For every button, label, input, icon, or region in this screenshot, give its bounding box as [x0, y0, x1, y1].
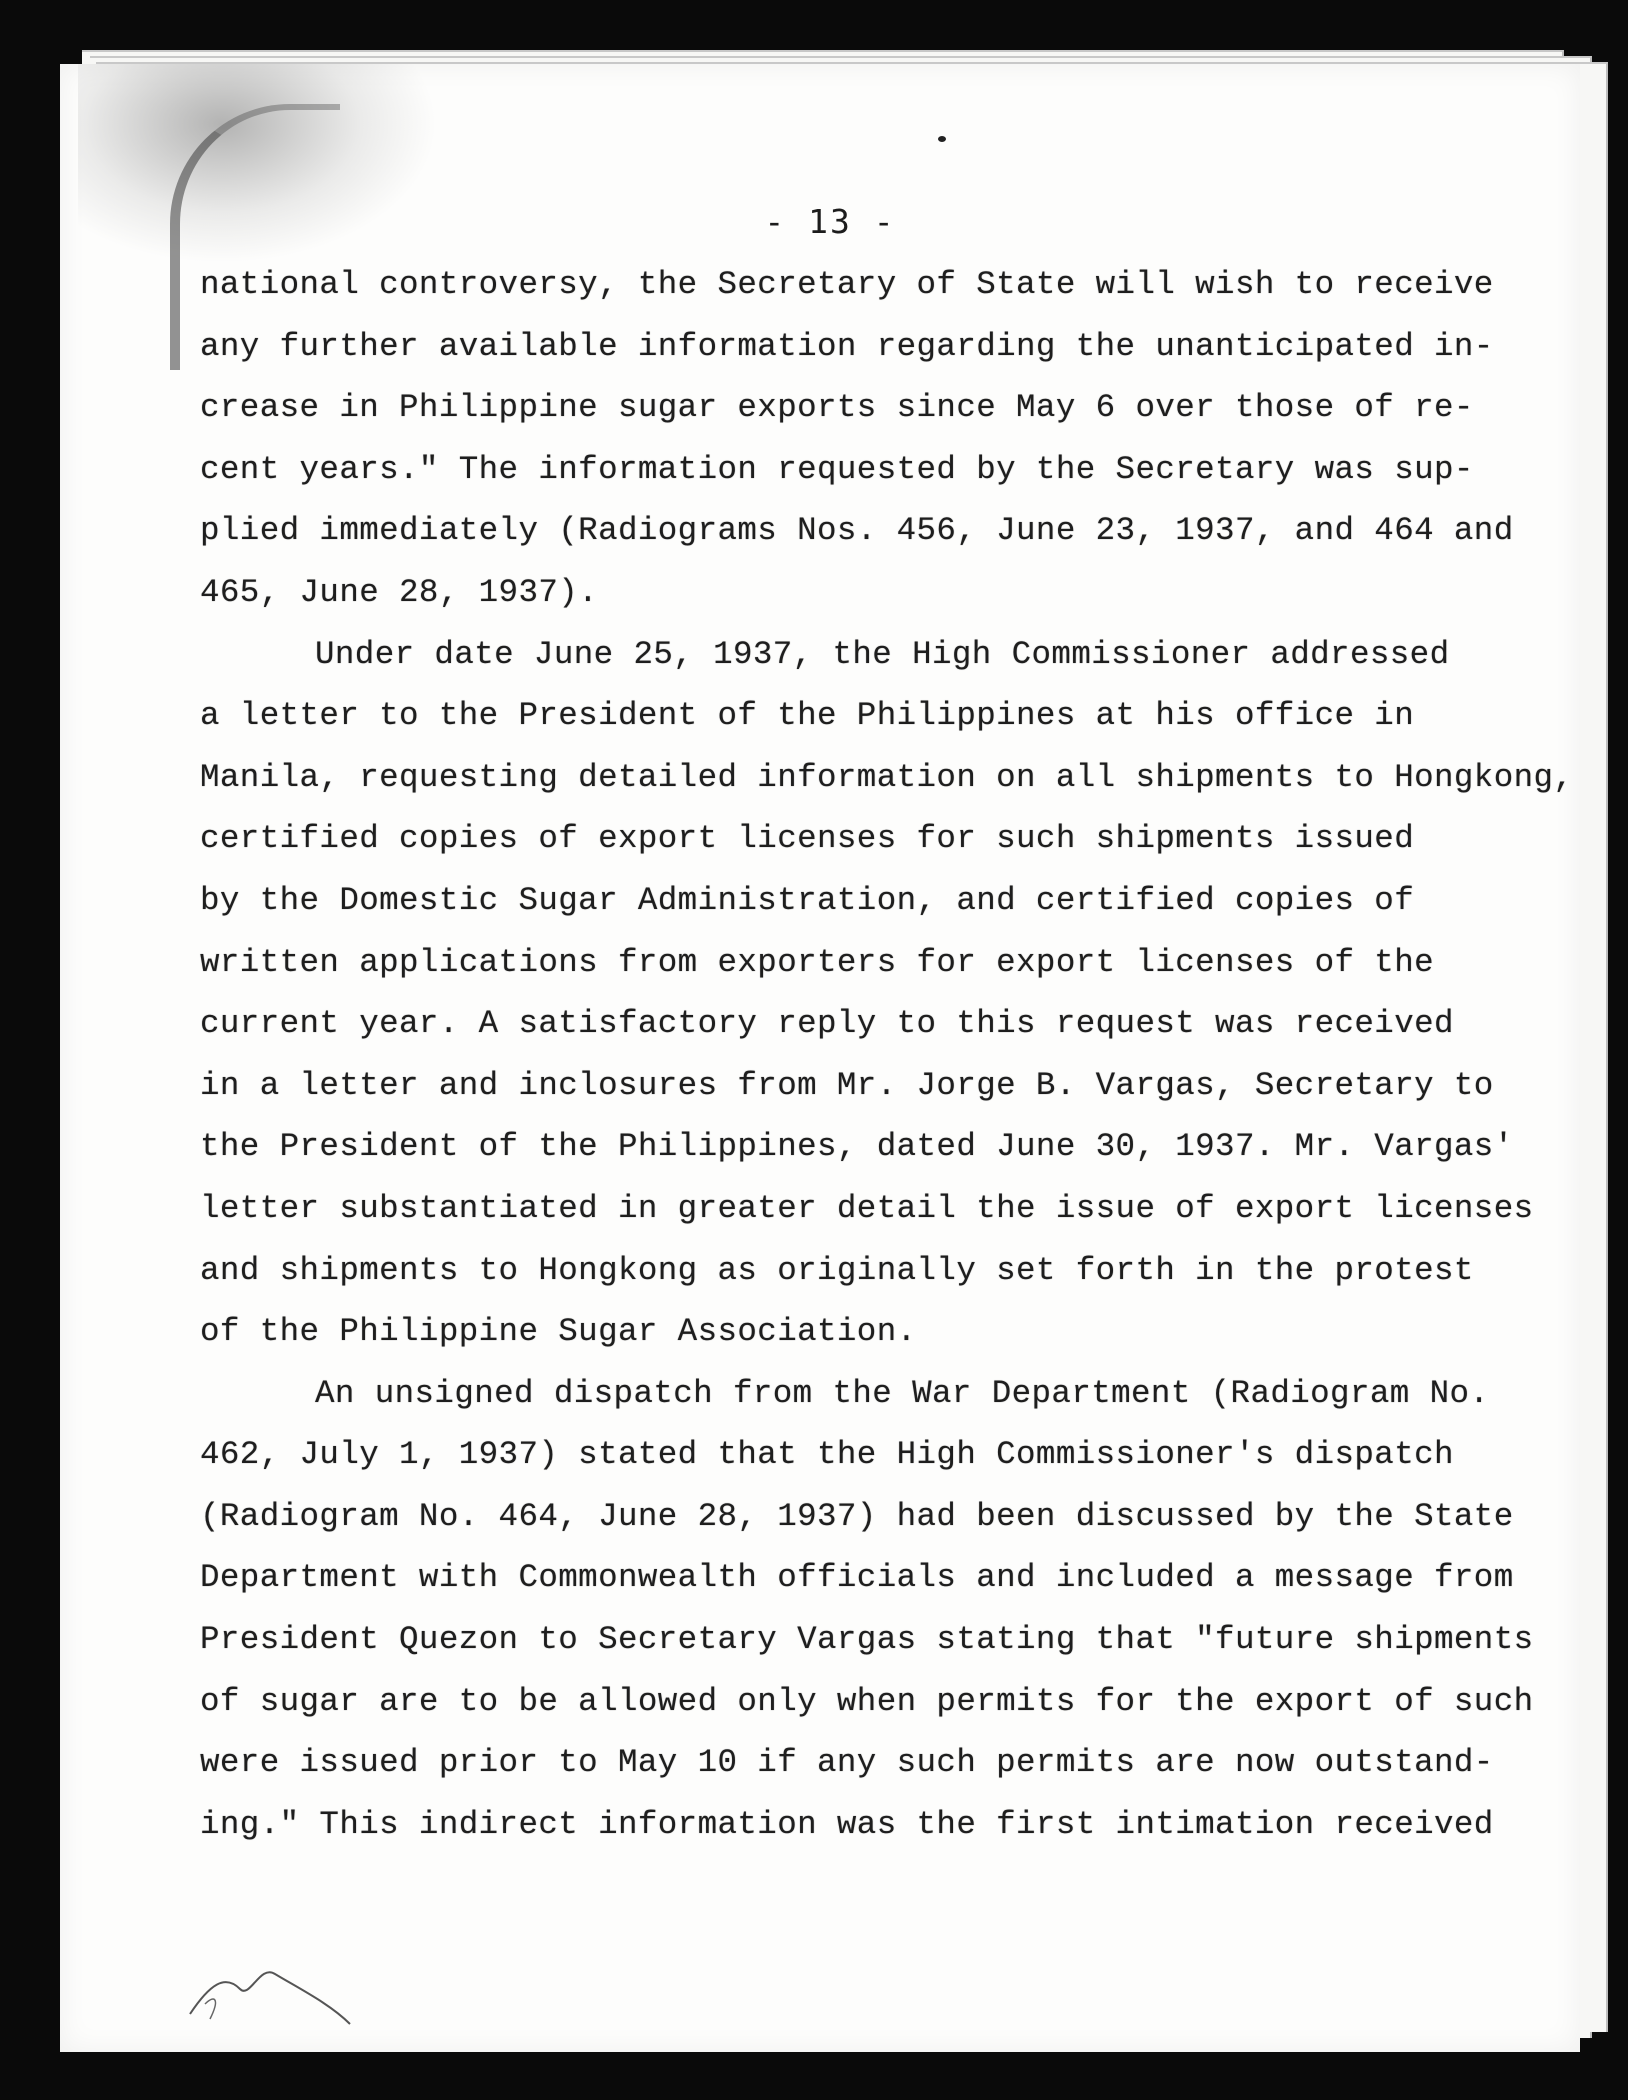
text-line: President Quezon to Secretary Vargas stating that "future shipments — [200, 1621, 1534, 1659]
text-line: any further available information regarding the unanticipated in- — [200, 327, 1494, 365]
text-line: letter substantiated in greater detail the issue of export licenses — [200, 1189, 1534, 1227]
text-line: An unsigned dispatch from the War Department (Radiogram No. — [315, 1374, 1490, 1412]
text-line: Manila, requesting detailed information on all shipments to Hongkong, — [200, 758, 1574, 796]
text-line: current year. A satisfactory reply to this request was received — [200, 1005, 1454, 1043]
text-line: (Radiogram No. 464, June 28, 1937) had been discussed by the State — [200, 1497, 1514, 1535]
text-line: written applications from exporters for export licenses of the — [200, 943, 1434, 981]
paragraph-3 — [200, 1363, 1534, 1856]
pencil-scribble — [180, 1944, 360, 2034]
text-line: Under date June 25, 1937, the High Commissioner addressed — [315, 635, 1450, 673]
text-line: of the Philippine Sugar Association. — [200, 1313, 917, 1351]
text-line: certified copies of export licenses for such shipments issued — [200, 820, 1415, 858]
paragraph-2 — [200, 624, 1574, 1363]
body-text — [200, 254, 1574, 1855]
text-line: 465, June 28, 1937). — [200, 573, 599, 611]
text-line: plied immediately (Radiograms Nos. 456, June 23, 1937, and 464 and — [200, 512, 1514, 550]
text-line: by the Domestic Sugar Administration, and certified copies of — [200, 881, 1415, 919]
text-line: national controversy, the Secretary of State will wish to receive — [200, 266, 1494, 303]
text-line: the President of the Philippines, dated June 30, 1937. Mr. Vargas' — [200, 1128, 1514, 1166]
text-line: in a letter and inclosures from Mr. Jorge B. Vargas, Secretary to — [200, 1066, 1494, 1104]
text-line: 462, July 1, 1937) stated that the High Commissioner's dispatch — [200, 1436, 1454, 1474]
text-line: ing." This indirect information was the first intimation received — [200, 1805, 1494, 1843]
paragraph-1 — [200, 254, 1530, 624]
page-number: - 13 - — [764, 202, 896, 241]
text-line: cent years." The information requested by the Secretary was sup- — [200, 450, 1474, 488]
text-line: were issued prior to May 10 if any such permits are now outstand- — [200, 1744, 1494, 1782]
ink-dot — [938, 136, 946, 142]
document-page — [60, 64, 1580, 2052]
text-line: and shipments to Hongkong as originally set forth in the protest — [200, 1251, 1474, 1289]
text-line: Department with Commonwealth officials and included a message from — [200, 1559, 1514, 1597]
text-line: a letter to the President of the Philippines at his office in — [200, 697, 1415, 735]
text-line: of sugar are to be allowed only when permits for the export of such — [200, 1682, 1534, 1720]
text-line: crease in Philippine sugar exports since May 6 over those of re- — [200, 389, 1474, 427]
